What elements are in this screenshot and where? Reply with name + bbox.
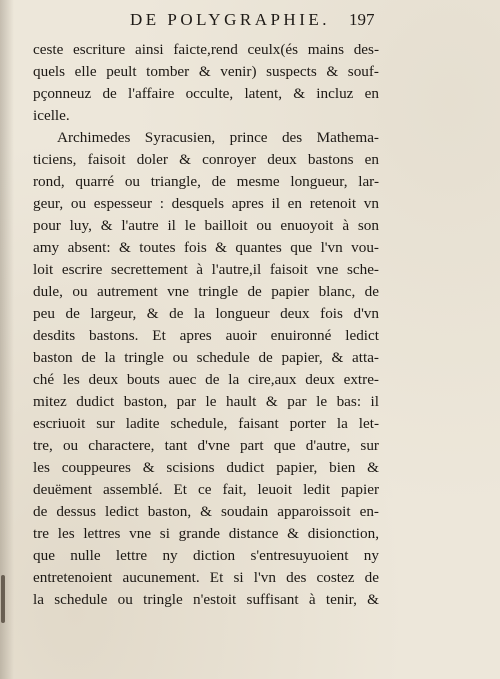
text-line: mitez dudict baston, par le hault & par le bas: il <box>33 393 379 410</box>
text-line: desdits bastons. Et apres auoir enuironné ledict <box>33 327 379 344</box>
page-number: 197 <box>349 10 375 29</box>
text-line: pour luy, & l'autre il le bailloit ou enuoyoit à son <box>33 217 379 234</box>
text-line: rond, quarré ou triangle, de mesme longueur, lar- <box>33 173 379 190</box>
text-line: dule, ou autrement vne tringle de papier blanc, de <box>33 283 379 300</box>
text-line: icelle. <box>33 107 70 124</box>
text-line: amy absent: & toutes fois & quantes que l'vn vou- <box>33 239 379 256</box>
paragraph-first-line: Archimedes Syracusien, prince des Mathema- <box>57 129 379 146</box>
text-line: baston de la tringle ou schedule de papier, & atta- <box>33 349 379 366</box>
text-line: loit escrire secrettement à l'autre,il faisoit vne sche- <box>33 261 379 278</box>
text-line: deuëment assemblé. Et ce fait, leuoit ledit papier <box>33 481 379 498</box>
text-line: tre les lettres vne si grande distance & disionction, <box>33 525 379 542</box>
text-line: pçonneuz de l'affaire occulte, latent, & incluz en <box>33 85 379 102</box>
text-line: de dessus ledict baston, & soudain apparoissoit en- <box>33 503 379 520</box>
text-line: les couppeures & scisions dudict papier, bien & <box>33 459 379 476</box>
text-line: tre, ou charactere, tant d'vne part que d'autre, sur <box>33 437 379 454</box>
running-head: DE POLYGRAPHIE. <box>129 10 331 29</box>
text-line: la schedule ou tringle n'estoit suffisant à tenir, & <box>33 591 379 608</box>
text-line: que nulle lettre ny diction s'entresuyuoient ny <box>33 547 379 564</box>
text-line: geur, ou espesseur : desquels apres il en retenoit vn <box>33 195 379 212</box>
page-edge-mark <box>1 575 5 623</box>
text-line: ticiens, faisoit doler & conroyer deux bastons en <box>33 151 379 168</box>
text-line: peu de largeur, & de la longueur deux fois d'vn <box>33 305 379 322</box>
text-line: ceste escriture ainsi faicte,rend ceulx(és mains des- <box>33 41 379 58</box>
text-line: quels elle peult tomber & venir) suspects & souf- <box>33 63 379 80</box>
text-line: ché les deux bouts auec de la cire,aux deux extre- <box>33 371 379 388</box>
text-line: escriuoit sur ladite schedule, faisant porter la let- <box>33 415 379 432</box>
body-text <box>33 39 379 611</box>
text-line: entretenoient aucunement. Et si l'vn des costez de <box>33 569 379 586</box>
